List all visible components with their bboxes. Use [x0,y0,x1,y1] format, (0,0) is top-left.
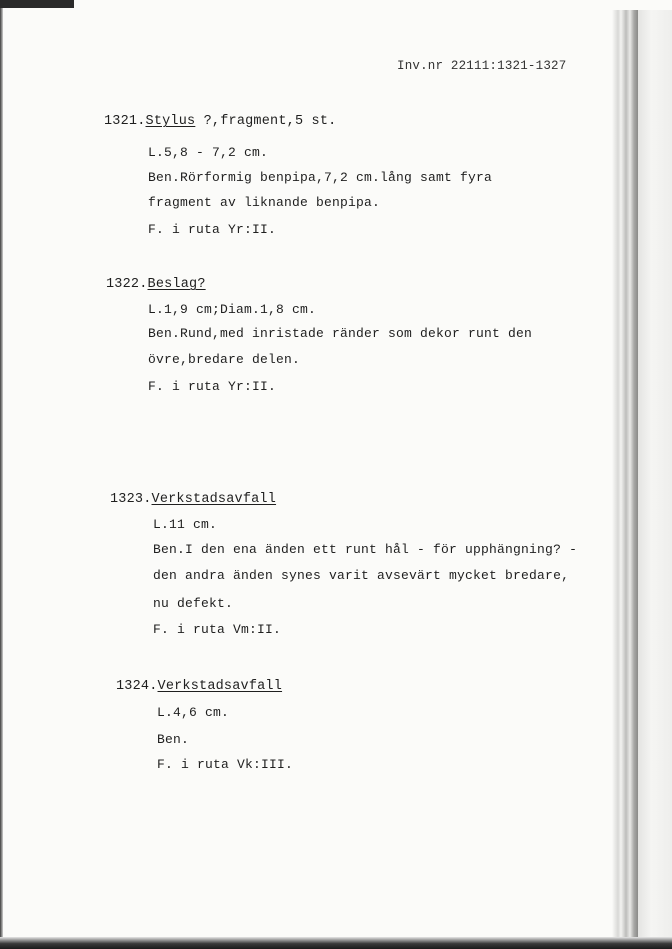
entry-line: nu defekt. [153,596,234,611]
entry-line: L.11 cm. [153,517,218,532]
entry-line: F. i ruta Vk:III. [157,757,294,772]
entry-line: övre,bredare delen. [148,352,301,367]
entry-line: L.4,6 cm. [157,705,230,720]
entry-number: 1324. [116,679,158,694]
entry-number: 1322. [106,277,148,292]
entry-title: Beslag? [147,277,206,292]
entry-line: Ben. [157,732,190,747]
entry-line: Ben.Rörformig benpipa,7,2 cm.lång samt fyra [148,170,493,185]
inventory-number: Inv.nr 22111:1321-1327 [397,59,567,73]
scan-edge-left [0,8,3,949]
entry-line: F. i ruta Vm:II. [153,622,282,637]
entry-line: F. i ruta Yr:II. [148,222,277,237]
entry-line: den andra änden synes varit avsevärt mycket bredare, [153,568,570,583]
entry-heading [110,492,276,508]
entry-title: Stylus [145,114,196,129]
page-binding-edge [612,10,638,937]
entry-title: Verkstadsavfall [151,492,277,507]
entry-heading [106,277,206,293]
page-margin-right [638,10,672,937]
entry-heading [104,114,336,130]
entry-line: L.5,8 - 7,2 cm. [148,145,269,160]
entry-title: Verkstadsavfall [157,679,283,694]
entry-number: 1323. [110,492,152,507]
entry-title-suffix: ?,fragment,5 st. [195,114,337,129]
entry-line: L.1,9 cm;Diam.1,8 cm. [148,302,317,317]
entry-line: Ben.Rund,med inristade ränder som dekor runt den [148,326,533,341]
entry-number: 1321. [104,114,146,129]
entry-heading [116,679,282,695]
entry-line: fragment av liknande benpipa. [148,195,381,210]
entry-line: Ben.I den ena änden ett runt hål - för upphängning? - [153,542,578,557]
scan-edge-top [0,0,74,8]
entry-line: F. i ruta Yr:II. [148,379,277,394]
scan-edge-bottom [0,937,672,949]
